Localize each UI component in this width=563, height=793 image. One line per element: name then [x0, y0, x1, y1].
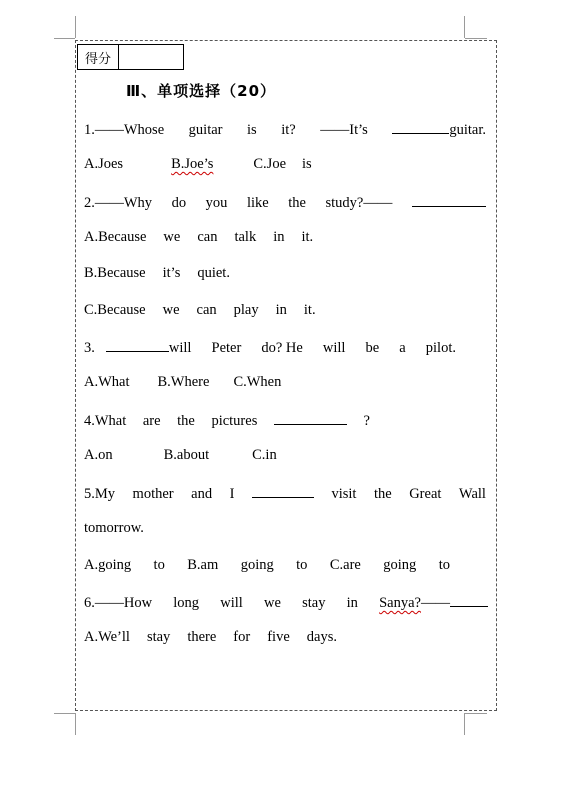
q6-word: we	[263, 595, 281, 611]
option-word: it’s	[162, 265, 181, 281]
option-a: A.going	[84, 557, 132, 573]
option-word: A.Because	[84, 229, 147, 245]
corner-mark-bottom-right-v	[464, 713, 465, 735]
option-word: to	[296, 557, 308, 573]
q5-word: Wall	[458, 486, 486, 502]
question-6-options	[84, 628, 486, 646]
q4-word: 4.What	[84, 413, 127, 429]
option-word: stay	[146, 629, 171, 645]
option-word: it.	[301, 229, 314, 245]
q3-word: do? He	[261, 340, 303, 356]
q3-word: Peter	[211, 340, 242, 356]
q4-word: the	[177, 413, 195, 429]
option-b: B.Where	[157, 374, 210, 390]
option-b: B.am	[187, 557, 219, 573]
q1-word: it?	[281, 122, 296, 138]
q3-word: pilot.	[425, 340, 456, 356]
corner-mark-top-left-h	[54, 38, 75, 39]
corner-mark-bottom-right-h	[465, 713, 487, 714]
score-box	[77, 44, 184, 70]
q5-word: tomorrow.	[84, 520, 144, 536]
option-a: A.on	[84, 447, 113, 463]
option-c: C.in	[252, 447, 277, 463]
question-5-options	[84, 556, 450, 574]
q2-word: like	[246, 195, 269, 211]
option-a: A.Joes	[84, 156, 124, 172]
answer-blank[interactable]	[450, 592, 488, 607]
question-3	[84, 337, 456, 357]
q3-word: will	[322, 340, 346, 356]
q2-word: do	[171, 195, 187, 211]
corner-mark-bottom-left-h	[54, 713, 75, 714]
q3-word: be	[365, 340, 380, 356]
q5-word: the	[373, 486, 392, 502]
question-1	[84, 119, 486, 139]
q5-word: I	[229, 486, 235, 502]
answer-blank[interactable]	[106, 337, 169, 352]
option-word: it.	[303, 302, 316, 318]
q5-word: mother	[132, 486, 174, 502]
q1-word: 1.——Whose	[84, 122, 165, 138]
q6-place: Sanya?	[379, 595, 421, 611]
corner-mark-top-right-v	[464, 16, 465, 38]
question-2-option-c	[84, 301, 486, 319]
q5-word: and	[191, 486, 213, 502]
option-word: five	[267, 629, 290, 645]
option-word: going	[383, 557, 417, 573]
question-2-option-a	[84, 228, 486, 246]
answer-blank[interactable]	[412, 192, 486, 207]
q6-word: will	[220, 595, 243, 611]
q4-word: pictures	[211, 413, 258, 429]
option-word: in	[275, 302, 287, 318]
q2-word: 2.——Why	[84, 195, 153, 211]
corner-mark-top-left-v	[75, 16, 76, 38]
q1-word: guitar.	[449, 122, 486, 138]
q1-word: guitar	[188, 122, 223, 138]
q5-word: 5.My	[84, 486, 116, 502]
option-b: B.Joe’s	[171, 156, 214, 172]
q3-prefix-group	[84, 337, 191, 357]
option-word: for	[233, 629, 251, 645]
corner-mark-bottom-left-v	[75, 713, 76, 735]
option-c: C.are	[329, 557, 361, 573]
option-word: can	[197, 229, 218, 245]
q4-word: ?	[363, 413, 370, 429]
option-a: A.What	[84, 374, 130, 390]
q2-word: you	[205, 195, 228, 211]
option-word: B.Because	[84, 265, 146, 281]
question-4	[84, 410, 370, 430]
answer-blank[interactable]	[274, 410, 347, 425]
option-word: play	[233, 302, 259, 318]
q3-word: a	[399, 340, 406, 356]
q5-word: visit	[331, 486, 357, 502]
q4-word: are	[142, 413, 161, 429]
q2-word: study?——	[325, 195, 393, 211]
score-label: 得分	[78, 45, 119, 70]
option-word: to	[153, 557, 165, 573]
option-word: going	[240, 557, 274, 573]
q5-word: Great	[409, 486, 442, 502]
question-1-options	[84, 155, 486, 173]
option-word: A.We’ll	[84, 629, 130, 645]
q6-word: in	[346, 595, 358, 611]
option-c: C.When	[233, 374, 282, 390]
score-field[interactable]	[119, 45, 184, 70]
corner-mark-top-right-h	[465, 38, 487, 39]
q1-answer-group	[392, 119, 486, 139]
question-2	[84, 192, 486, 212]
q1-word: is	[247, 122, 257, 138]
question-5	[84, 483, 486, 503]
option-word: in	[273, 229, 285, 245]
option-word: quiet.	[197, 265, 230, 281]
q6-word: long	[173, 595, 200, 611]
answer-blank[interactable]	[252, 483, 314, 498]
q1-word: ——It’s	[320, 122, 368, 138]
option-c-word: is	[302, 156, 312, 172]
answer-blank[interactable]	[392, 119, 449, 134]
option-word: there	[187, 629, 217, 645]
option-word: we	[163, 229, 181, 245]
option-c: C.Joe	[253, 156, 286, 172]
option-word: can	[196, 302, 217, 318]
q3-word: will	[168, 340, 192, 356]
question-6	[84, 592, 488, 612]
option-word: talk	[234, 229, 257, 245]
q2-word: the	[288, 195, 306, 211]
question-2-option-b	[84, 264, 486, 282]
option-word: C.Because	[84, 302, 146, 318]
question-5-line-2	[84, 519, 486, 537]
question-3-options	[84, 373, 486, 391]
option-word: days.	[306, 629, 337, 645]
q6-answer-group	[379, 592, 488, 612]
q6-word: 6.——How	[84, 595, 153, 611]
section-title: Ⅲ、单项选择（20）	[126, 82, 277, 100]
question-4-options	[84, 446, 486, 464]
option-word: we	[162, 302, 180, 318]
q6-word: stay	[302, 595, 326, 611]
q6-dash: ——	[420, 595, 450, 611]
q3-number: 3.	[84, 340, 95, 356]
option-b: B.about	[163, 447, 210, 463]
option-word: to	[438, 557, 450, 573]
